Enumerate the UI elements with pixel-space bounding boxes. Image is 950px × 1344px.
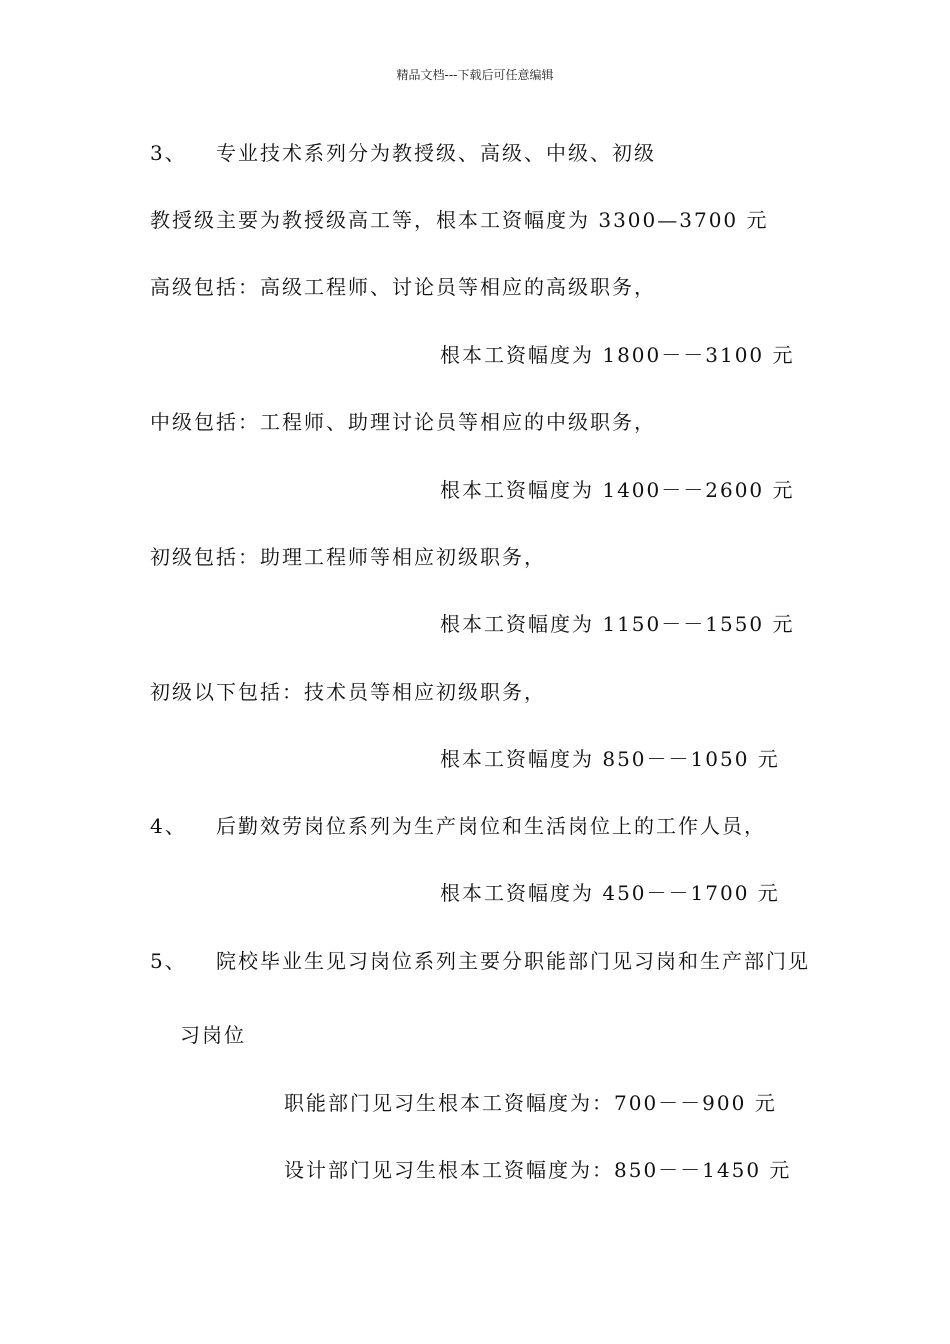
senior-level-line: 高级包括：高级工程师、讨论员等相应的高级职务， <box>150 275 656 299</box>
section-5-title: 院校毕业生见习岗位系列主要分职能部门见习岗和生产部门见 <box>216 949 810 973</box>
design-dept-salary-range: 设计部门见习生根本工资幅度为：850－－1450 元 <box>284 1158 792 1182</box>
junior-level-line: 初级包括：助理工程师等相应初级职务， <box>150 545 546 569</box>
section-3-title: 专业技术系列分为教授级、高级、中级、初级 <box>216 141 656 165</box>
section-5-title-continued: 习岗位 <box>180 1023 246 1047</box>
section-5-number: 5、 <box>150 949 187 973</box>
section-4-heading <box>150 813 766 839</box>
logistics-salary-range: 根本工资幅度为 450－－1700 元 <box>440 881 780 905</box>
page-header: 精品文档---下载后可任意编辑 <box>396 68 554 82</box>
section-4-title: 后勤效劳岗位系列为生产岗位和生活岗位上的工作人员， <box>216 814 766 838</box>
section-3-heading <box>150 140 656 166</box>
junior-salary-range: 根本工资幅度为 1150－－1550 元 <box>440 612 795 636</box>
senior-salary-range: 根本工资幅度为 1800－－3100 元 <box>440 343 795 367</box>
middle-level-line: 中级包括：工程师、助理讨论员等相应的中级职务， <box>150 410 656 434</box>
section-4-number: 4、 <box>150 814 187 838</box>
middle-salary-range: 根本工资幅度为 1400－－2600 元 <box>440 478 795 502</box>
professor-level-line: 教授级主要为教授级高工等，根本工资幅度为 3300—3700 元 <box>150 208 769 232</box>
functional-dept-salary-range: 职能部门见习生根本工资幅度为：700－－900 元 <box>284 1091 777 1115</box>
section-3-number: 3、 <box>150 141 187 165</box>
below-junior-salary-range: 根本工资幅度为 850－－1050 元 <box>440 747 780 771</box>
below-junior-level-line: 初级以下包括：技术员等相应初级职务， <box>150 680 546 704</box>
section-5-heading <box>150 948 810 974</box>
